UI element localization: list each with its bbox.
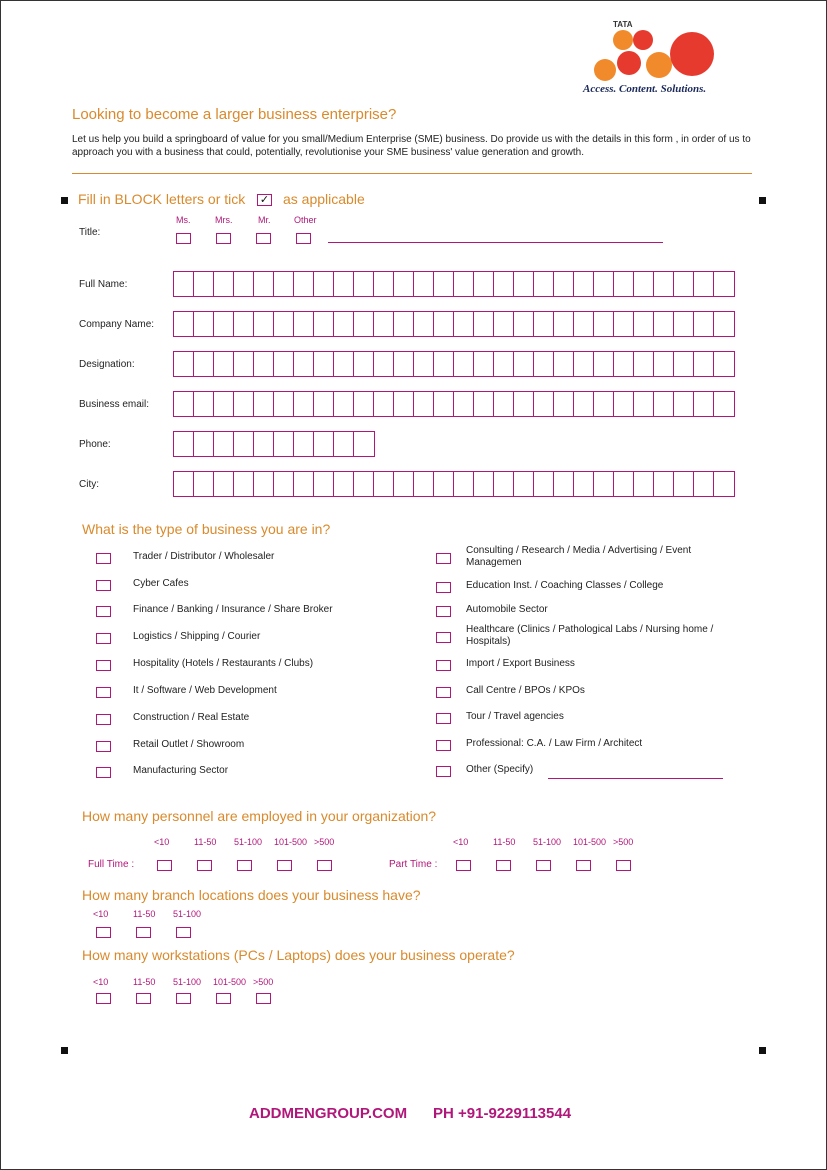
workstations-range-label: 51-100	[173, 977, 202, 987]
char-box[interactable]	[234, 432, 254, 456]
phone-label: Phone:	[79, 439, 111, 450]
workstations-range-label: >500	[253, 977, 274, 987]
char-box[interactable]	[674, 352, 694, 376]
title-mr-checkbox[interactable]	[256, 233, 271, 244]
char-box[interactable]	[174, 432, 194, 456]
char-box[interactable]	[674, 312, 694, 336]
char-box[interactable]	[574, 272, 594, 296]
workstations-checkbox[interactable]	[136, 993, 151, 1004]
char-box[interactable]	[674, 472, 694, 496]
char-box[interactable]	[694, 312, 714, 336]
char-box[interactable]	[254, 272, 274, 296]
char-box[interactable]	[714, 352, 734, 376]
char-box[interactable]	[414, 272, 434, 296]
workstations-checkbox[interactable]	[176, 993, 191, 1004]
char-box[interactable]	[334, 392, 354, 416]
char-box[interactable]	[634, 392, 654, 416]
char-box[interactable]	[694, 272, 714, 296]
business-email-boxes[interactable]	[173, 391, 735, 417]
char-box[interactable]	[414, 392, 434, 416]
char-box[interactable]	[254, 312, 274, 336]
part-time-range-label: 51-100	[533, 837, 562, 847]
full-name-boxes[interactable]	[173, 271, 735, 297]
char-box[interactable]	[454, 312, 474, 336]
footer-site: ADDMENGROUP.COM	[249, 1105, 408, 1122]
other-specify-line[interactable]	[548, 778, 723, 779]
registration-mark	[759, 197, 766, 204]
title-other-line[interactable]	[328, 242, 663, 243]
char-box[interactable]	[574, 472, 594, 496]
full-name-label: Full Name:	[79, 279, 128, 290]
char-box[interactable]	[174, 352, 194, 376]
char-box[interactable]	[194, 472, 214, 496]
char-box[interactable]	[254, 432, 274, 456]
char-box[interactable]	[714, 472, 734, 496]
business-type-left-option-label: Trader / Distributor / Wholesaler	[133, 551, 275, 562]
char-box[interactable]	[614, 272, 634, 296]
char-box[interactable]	[334, 312, 354, 336]
char-box[interactable]	[354, 352, 374, 376]
full-time-checkbox[interactable]	[317, 860, 332, 871]
business-type-left-checkbox[interactable]	[96, 687, 111, 698]
workstations-range-label: 11-50	[133, 977, 156, 987]
workstations-range-label: <10	[93, 977, 109, 987]
char-box[interactable]	[314, 352, 334, 376]
char-box[interactable]	[654, 272, 674, 296]
char-box[interactable]	[394, 392, 414, 416]
business-type-right-option-label: Healthcare (Clinics / Pathological Labs / Nursing home / Hospitals)	[466, 624, 714, 647]
char-box[interactable]	[454, 392, 474, 416]
branches-checkbox[interactable]	[96, 927, 111, 938]
business-type-left-option-label: Manufacturing Sector	[133, 765, 229, 776]
brand-tagline: Access. Content. Solutions.	[583, 83, 707, 95]
city-label: City:	[79, 479, 99, 490]
char-box[interactable]	[494, 392, 514, 416]
char-box[interactable]	[254, 392, 274, 416]
business-type-right-checkbox[interactable]	[436, 606, 451, 617]
char-box[interactable]	[354, 272, 374, 296]
char-box[interactable]	[194, 432, 214, 456]
char-box[interactable]	[334, 432, 354, 456]
business-type-right-option-label: Other (Specify)	[466, 764, 534, 775]
registration-mark	[759, 1047, 766, 1054]
footer-phone: PH +91-9229113544	[433, 1105, 572, 1122]
char-box[interactable]	[454, 352, 474, 376]
branches-checkbox[interactable]	[176, 927, 191, 938]
char-box[interactable]	[214, 272, 234, 296]
char-box[interactable]	[214, 432, 234, 456]
char-box[interactable]	[434, 312, 454, 336]
char-box[interactable]	[594, 392, 614, 416]
char-box[interactable]	[514, 472, 534, 496]
branches-range-label: <10	[93, 909, 109, 919]
char-box[interactable]	[574, 312, 594, 336]
workstations-checkbox[interactable]	[216, 993, 231, 1004]
personnel-question: How many personnel are employed in your organization?	[82, 808, 437, 824]
char-box[interactable]	[434, 472, 454, 496]
char-box[interactable]	[434, 352, 454, 376]
business-type-left-checkbox[interactable]	[96, 580, 111, 591]
designation-boxes[interactable]	[173, 351, 735, 377]
business-type-right-checkbox[interactable]	[436, 687, 451, 698]
char-box[interactable]	[314, 472, 334, 496]
business-type-right-checkbox[interactable]	[436, 632, 451, 643]
char-box[interactable]	[434, 272, 454, 296]
business-type-left-option-label: Construction / Real Estate	[133, 712, 250, 723]
company-name-label: Company Name:	[79, 319, 155, 330]
title-option-mrs-label: Mrs.	[215, 215, 233, 225]
char-box[interactable]	[214, 472, 234, 496]
business-type-right-checkbox[interactable]	[436, 713, 451, 724]
char-box[interactable]	[314, 312, 334, 336]
char-box[interactable]	[294, 472, 314, 496]
part-time-checkbox[interactable]	[536, 860, 551, 871]
full-time-checkbox[interactable]	[197, 860, 212, 871]
char-box[interactable]	[414, 352, 434, 376]
business-type-right-option-label: Call Centre / BPOs / KPOs	[466, 685, 585, 696]
part-time-label: Part Time :	[389, 859, 438, 870]
char-box[interactable]	[694, 392, 714, 416]
char-box[interactable]	[654, 312, 674, 336]
registration-mark	[61, 1047, 68, 1054]
char-box[interactable]	[354, 392, 374, 416]
char-box[interactable]	[174, 272, 194, 296]
title-option-mr-label: Mr.	[258, 215, 271, 225]
char-box[interactable]	[254, 352, 274, 376]
char-box[interactable]	[514, 352, 534, 376]
char-box[interactable]	[354, 472, 374, 496]
business-type-right-option-label: Education Inst. / Coaching Classes / College	[466, 580, 664, 591]
char-box[interactable]	[654, 472, 674, 496]
char-box[interactable]	[194, 392, 214, 416]
part-time-checkbox[interactable]	[576, 860, 591, 871]
char-box[interactable]	[474, 352, 494, 376]
char-box[interactable]	[414, 472, 434, 496]
char-box[interactable]	[694, 352, 714, 376]
char-box[interactable]	[454, 472, 474, 496]
char-box[interactable]	[634, 472, 654, 496]
char-box[interactable]	[454, 272, 474, 296]
char-box[interactable]	[534, 392, 554, 416]
branches-range-label: 11-50	[133, 909, 156, 919]
part-time-range-label: 101-500	[573, 837, 607, 847]
char-box[interactable]	[374, 352, 394, 376]
char-box[interactable]	[374, 392, 394, 416]
char-box[interactable]	[394, 272, 414, 296]
char-box[interactable]	[474, 472, 494, 496]
char-box[interactable]	[394, 472, 414, 496]
business-type-left-option-label: Retail Outlet / Showroom	[133, 739, 245, 750]
tick-example-icon: ✓	[257, 194, 272, 206]
char-box[interactable]	[274, 392, 294, 416]
char-box[interactable]	[234, 472, 254, 496]
char-box[interactable]	[414, 312, 434, 336]
char-box[interactable]	[274, 432, 294, 456]
char-box[interactable]	[274, 312, 294, 336]
char-box[interactable]	[334, 352, 354, 376]
full-time-checkbox[interactable]	[277, 860, 292, 871]
char-box[interactable]	[594, 472, 614, 496]
char-box[interactable]	[474, 272, 494, 296]
business-type-right-option-label: Tour / Travel agencies	[466, 711, 564, 722]
char-box[interactable]	[294, 432, 314, 456]
char-box[interactable]	[174, 472, 194, 496]
title-ms-checkbox[interactable]	[176, 233, 191, 244]
char-box[interactable]	[314, 272, 334, 296]
instruction-text: Fill in BLOCK letters or tick	[78, 191, 246, 207]
business-type-left-checkbox[interactable]	[96, 767, 111, 778]
char-box[interactable]	[594, 312, 614, 336]
char-box[interactable]	[234, 352, 254, 376]
char-box[interactable]	[534, 472, 554, 496]
char-box[interactable]	[214, 352, 234, 376]
char-box[interactable]	[634, 272, 654, 296]
branches-question: How many branch locations does your business have?	[82, 887, 421, 903]
char-box[interactable]	[294, 272, 314, 296]
workstations-checkbox[interactable]	[256, 993, 271, 1004]
business-type-left-option-label: Finance / Banking / Insurance / Share Broker	[133, 604, 333, 615]
business-type-left-checkbox[interactable]	[96, 741, 111, 752]
char-box[interactable]	[354, 432, 374, 456]
full-time-label: Full Time :	[88, 859, 135, 870]
intro-heading: Looking to become a larger business enterprise?	[72, 106, 397, 123]
char-box[interactable]	[374, 272, 394, 296]
business-type-left-option-label: Hospitality (Hotels / Restaurants / Clubs)	[133, 658, 314, 669]
char-box[interactable]	[394, 312, 414, 336]
char-box[interactable]	[554, 272, 574, 296]
business-type-right-option-label: Automobile Sector	[466, 604, 548, 615]
char-box[interactable]	[294, 392, 314, 416]
title-option-ms-label: Ms.	[176, 215, 191, 225]
business-type-question: What is the type of business you are in?	[82, 521, 331, 537]
business-type-left-checkbox[interactable]	[96, 633, 111, 644]
char-box[interactable]	[214, 312, 234, 336]
business-type-left-option-label: Cyber Cafes	[133, 578, 189, 589]
char-box[interactable]	[374, 312, 394, 336]
intro-divider	[72, 173, 752, 174]
char-box[interactable]	[474, 392, 494, 416]
business-type-left-option-label: It / Software / Web Development	[133, 685, 277, 696]
char-box[interactable]	[234, 272, 254, 296]
char-box[interactable]	[714, 312, 734, 336]
city-boxes[interactable]	[173, 471, 735, 497]
workstations-question: How many workstations (PCs / Laptops) does your business operate?	[82, 947, 515, 963]
full-time-range-label: >500	[314, 837, 335, 847]
part-time-range-label: <10	[453, 837, 469, 847]
char-box[interactable]	[674, 272, 694, 296]
part-time-checkbox[interactable]	[456, 860, 471, 871]
instruction-suffix: as applicable	[283, 191, 365, 207]
char-box[interactable]	[554, 312, 574, 336]
designation-label: Designation:	[79, 359, 135, 370]
phone-boxes[interactable]	[173, 431, 375, 457]
workstations-range-label: 101-500	[213, 977, 247, 987]
char-box[interactable]	[374, 472, 394, 496]
char-box[interactable]	[614, 352, 634, 376]
title-label: Title:	[79, 227, 101, 238]
part-time-range-label: 11-50	[493, 837, 516, 847]
business-type-right-checkbox[interactable]	[436, 740, 451, 751]
char-box[interactable]	[554, 392, 574, 416]
svg-text:TATA: TATA	[613, 20, 633, 29]
registration-mark	[61, 197, 68, 204]
branches-checkbox[interactable]	[136, 927, 151, 938]
char-box[interactable]	[274, 352, 294, 376]
full-time-range-label: <10	[154, 837, 170, 847]
char-box[interactable]	[354, 312, 374, 336]
char-box[interactable]	[294, 312, 314, 336]
full-time-range-label: 51-100	[234, 837, 263, 847]
business-type-right-checkbox[interactable]	[436, 766, 451, 777]
business-type-left-checkbox[interactable]	[96, 553, 111, 564]
char-box[interactable]	[494, 472, 514, 496]
char-box[interactable]	[474, 312, 494, 336]
company-name-boxes[interactable]	[173, 311, 735, 337]
char-box[interactable]	[194, 312, 214, 336]
char-box[interactable]	[574, 392, 594, 416]
char-box[interactable]	[214, 392, 234, 416]
title-other-checkbox[interactable]	[296, 233, 311, 244]
char-box[interactable]	[234, 312, 254, 336]
business-type-right-checkbox[interactable]	[436, 553, 451, 564]
char-box[interactable]	[714, 392, 734, 416]
char-box[interactable]	[494, 352, 514, 376]
full-time-range-label: 11-50	[194, 837, 217, 847]
char-box[interactable]	[574, 352, 594, 376]
char-box[interactable]	[654, 392, 674, 416]
char-box[interactable]	[174, 392, 194, 416]
business-type-right-option-label: Professional: C.A. / Law Firm / Architect	[466, 738, 643, 749]
char-box[interactable]	[554, 472, 574, 496]
business-type-right-option-label: Import / Export Business	[466, 658, 575, 669]
full-time-range-label: 101-500	[274, 837, 308, 847]
char-box[interactable]	[534, 312, 554, 336]
char-box[interactable]	[234, 392, 254, 416]
char-box[interactable]	[334, 472, 354, 496]
char-box[interactable]	[554, 352, 574, 376]
char-box[interactable]	[494, 272, 514, 296]
business-type-left-checkbox[interactable]	[96, 714, 111, 725]
part-time-range-label: >500	[613, 837, 634, 847]
char-box[interactable]	[634, 352, 654, 376]
char-box[interactable]	[694, 472, 714, 496]
char-box[interactable]	[594, 272, 614, 296]
char-box[interactable]	[174, 312, 194, 336]
char-box[interactable]	[634, 312, 654, 336]
business-type-left-option-label: Logistics / Shipping / Courier	[133, 631, 261, 642]
char-box[interactable]	[314, 392, 334, 416]
business-type-left-checkbox[interactable]	[96, 606, 111, 617]
full-time-checkbox[interactable]	[157, 860, 172, 871]
char-box[interactable]	[614, 392, 634, 416]
business-type-right-checkbox[interactable]	[436, 582, 451, 593]
char-box[interactable]	[254, 472, 274, 496]
char-box[interactable]	[614, 312, 634, 336]
char-box[interactable]	[274, 272, 294, 296]
char-box[interactable]	[314, 432, 334, 456]
char-box[interactable]	[674, 392, 694, 416]
char-box[interactable]	[534, 272, 554, 296]
char-box[interactable]	[654, 352, 674, 376]
char-box[interactable]	[614, 472, 634, 496]
char-box[interactable]	[494, 312, 514, 336]
char-box[interactable]	[194, 352, 214, 376]
char-box[interactable]	[334, 272, 354, 296]
char-box[interactable]	[714, 272, 734, 296]
title-option-other-label: Other	[294, 215, 317, 225]
business-type-right-checkbox[interactable]	[436, 660, 451, 671]
char-box[interactable]	[194, 272, 214, 296]
char-box[interactable]	[514, 272, 534, 296]
branches-range-label: 51-100	[173, 909, 202, 919]
char-box[interactable]	[514, 392, 534, 416]
business-type-left-checkbox[interactable]	[96, 660, 111, 671]
workstations-checkbox[interactable]	[96, 993, 111, 1004]
char-box[interactable]	[294, 352, 314, 376]
business-email-label: Business email:	[79, 399, 150, 410]
char-box[interactable]	[594, 352, 614, 376]
char-box[interactable]	[534, 352, 554, 376]
business-type-right-option-label: Consulting / Research / Media / Advertising / Event Managemen	[466, 545, 692, 568]
char-box[interactable]	[514, 312, 534, 336]
part-time-checkbox[interactable]	[616, 860, 631, 871]
char-box[interactable]	[394, 352, 414, 376]
part-time-checkbox[interactable]	[496, 860, 511, 871]
char-box[interactable]	[434, 392, 454, 416]
title-mrs-checkbox[interactable]	[216, 233, 231, 244]
full-time-checkbox[interactable]	[237, 860, 252, 871]
intro-body: Let us help you build a springboard of value for you small/Medium Enterprise (SME) business. Do provide us with the details in this form , in order of us to approach you with a business that could, potentially, revolutionise your SME business' value generation and growth.	[72, 134, 751, 158]
char-box[interactable]	[274, 472, 294, 496]
